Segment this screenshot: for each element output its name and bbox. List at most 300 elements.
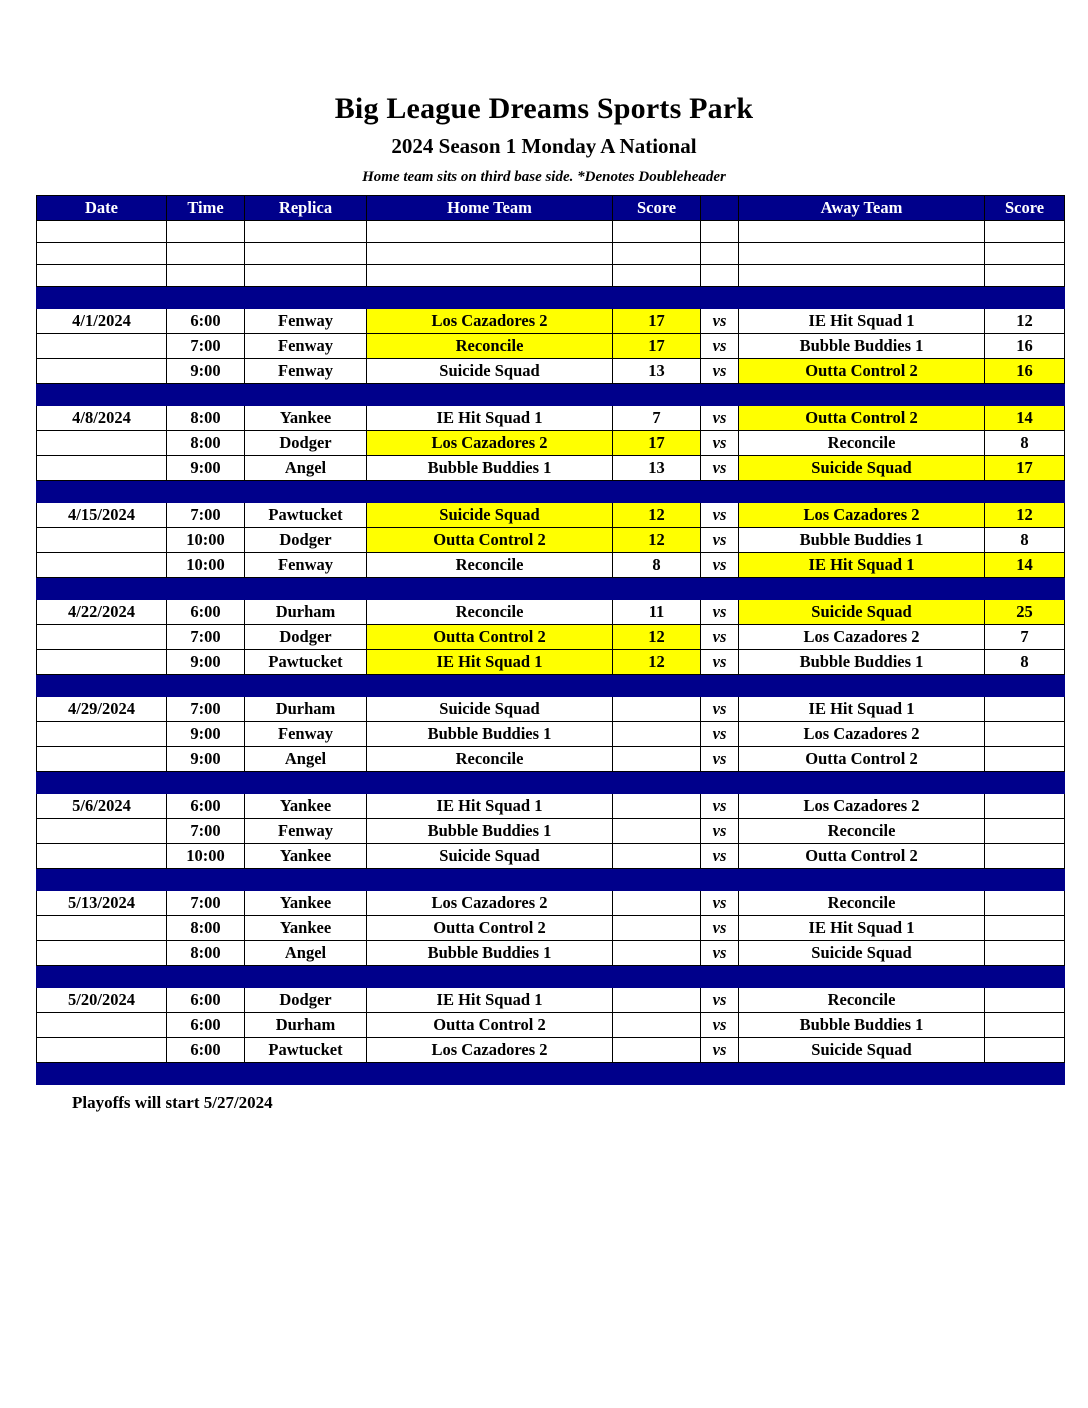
spacer-cell <box>367 220 613 242</box>
cell-away-score <box>985 1037 1065 1062</box>
separator-cell <box>985 480 1065 502</box>
table-row <box>37 843 1065 868</box>
cell-vs: vs <box>701 430 739 455</box>
cell-home-score <box>613 987 701 1012</box>
cell-home-team: Outta Control 2 <box>367 915 613 940</box>
separator-row <box>37 771 1065 793</box>
cell-time: 8:00 <box>167 405 245 430</box>
separator-cell <box>367 577 613 599</box>
cell-replica: Dodger <box>245 624 367 649</box>
cell-home-team: Bubble Buddies 1 <box>367 721 613 746</box>
separator-row <box>37 577 1065 599</box>
cell-date: 4/22/2024 <box>37 599 167 624</box>
separator-cell <box>37 577 167 599</box>
separator-cell <box>701 771 739 793</box>
cell-home-team: Reconcile <box>367 552 613 577</box>
cell-away-score: 8 <box>985 649 1065 674</box>
cell-home-team: Outta Control 2 <box>367 624 613 649</box>
cell-home-score: 8 <box>613 552 701 577</box>
table-row <box>37 599 1065 624</box>
separator-cell <box>367 868 613 890</box>
table-row <box>37 552 1065 577</box>
cell-away-score: 14 <box>985 405 1065 430</box>
cell-replica: Fenway <box>245 333 367 358</box>
cell-date <box>37 455 167 480</box>
cell-replica: Pawtucket <box>245 1037 367 1062</box>
cell-time: 6:00 <box>167 1012 245 1037</box>
cell-home-score <box>613 721 701 746</box>
cell-away-team: Bubble Buddies 1 <box>739 649 985 674</box>
cell-away-team: IE Hit Squad 1 <box>739 915 985 940</box>
separator-cell <box>701 1062 739 1084</box>
cell-home-score <box>613 1012 701 1037</box>
table-row <box>37 1037 1065 1062</box>
cell-away-team: Reconcile <box>739 890 985 915</box>
cell-date <box>37 552 167 577</box>
spacer-cell <box>167 264 245 286</box>
cell-home-score: 17 <box>613 308 701 333</box>
separator-cell <box>37 1062 167 1084</box>
table-row <box>37 430 1065 455</box>
spacer-cell <box>245 220 367 242</box>
table-row <box>37 455 1065 480</box>
table-row <box>37 358 1065 383</box>
separator-cell <box>37 771 167 793</box>
cell-home-team: Bubble Buddies 1 <box>367 940 613 965</box>
cell-vs: vs <box>701 987 739 1012</box>
separator-cell <box>739 771 985 793</box>
spacer-cell <box>367 242 613 264</box>
cell-away-score: 8 <box>985 527 1065 552</box>
cell-replica: Durham <box>245 1012 367 1037</box>
separator-cell <box>701 674 739 696</box>
cell-time: 7:00 <box>167 696 245 721</box>
separator-cell <box>985 965 1065 987</box>
cell-away-team: Reconcile <box>739 987 985 1012</box>
column-header-date: Date <box>37 195 167 220</box>
cell-vs: vs <box>701 1012 739 1037</box>
cell-home-team: IE Hit Squad 1 <box>367 649 613 674</box>
cell-date <box>37 940 167 965</box>
page-title: Big League Dreams Sports Park <box>334 92 754 125</box>
cell-vs: vs <box>701 333 739 358</box>
cell-replica: Dodger <box>245 527 367 552</box>
cell-away-team: Bubble Buddies 1 <box>739 527 985 552</box>
separator-cell <box>37 674 167 696</box>
separator-cell <box>985 771 1065 793</box>
table-row <box>37 502 1065 527</box>
cell-home-score: 7 <box>613 405 701 430</box>
cell-time: 9:00 <box>167 649 245 674</box>
cell-home-team: Bubble Buddies 1 <box>367 818 613 843</box>
spacer-cell <box>245 264 367 286</box>
cell-time: 9:00 <box>167 358 245 383</box>
separator-cell <box>985 1062 1065 1084</box>
cell-replica: Fenway <box>245 552 367 577</box>
separator-cell <box>985 577 1065 599</box>
spacer-cell <box>701 264 739 286</box>
cell-home-team: Outta Control 2 <box>367 1012 613 1037</box>
cell-replica: Pawtucket <box>245 649 367 674</box>
cell-home-team: Outta Control 2 <box>367 527 613 552</box>
cell-replica: Angel <box>245 940 367 965</box>
table-row <box>37 793 1065 818</box>
cell-away-score: 16 <box>985 333 1065 358</box>
cell-vs: vs <box>701 721 739 746</box>
cell-vs: vs <box>701 843 739 868</box>
cell-home-score <box>613 746 701 771</box>
cell-away-score: 16 <box>985 358 1065 383</box>
cell-vs: vs <box>701 940 739 965</box>
cell-vs: vs <box>701 915 739 940</box>
separator-cell <box>245 1062 367 1084</box>
table-row <box>37 696 1065 721</box>
cell-home-score: 17 <box>613 333 701 358</box>
spacer-row <box>37 220 1065 242</box>
cell-vs: vs <box>701 649 739 674</box>
cell-away-score <box>985 696 1065 721</box>
separator-cell <box>739 383 985 405</box>
separator-cell <box>739 286 985 308</box>
cell-vs: vs <box>701 358 739 383</box>
cell-home-score: 11 <box>613 599 701 624</box>
separator-cell <box>613 1062 701 1084</box>
cell-time: 8:00 <box>167 940 245 965</box>
separator-cell <box>613 577 701 599</box>
spacer-cell <box>985 242 1065 264</box>
table-body <box>37 220 1065 1084</box>
cell-home-team: Bubble Buddies 1 <box>367 455 613 480</box>
table-row <box>37 818 1065 843</box>
cell-replica: Fenway <box>245 308 367 333</box>
table-row <box>37 987 1065 1012</box>
cell-away-score <box>985 843 1065 868</box>
cell-home-score: 12 <box>613 527 701 552</box>
table-row <box>37 649 1065 674</box>
cell-home-team: IE Hit Squad 1 <box>367 405 613 430</box>
cell-away-team: Los Cazadores 2 <box>739 721 985 746</box>
cell-time: 6:00 <box>167 987 245 1012</box>
cell-replica: Angel <box>245 746 367 771</box>
separator-cell <box>739 868 985 890</box>
cell-time: 7:00 <box>167 502 245 527</box>
separator-cell <box>245 383 367 405</box>
cell-vs: vs <box>701 502 739 527</box>
separator-cell <box>167 771 245 793</box>
separator-cell <box>739 577 985 599</box>
cell-home-team: Reconcile <box>367 746 613 771</box>
table-row <box>37 333 1065 358</box>
cell-date: 4/29/2024 <box>37 696 167 721</box>
separator-cell <box>985 868 1065 890</box>
cell-time: 10:00 <box>167 527 245 552</box>
cell-replica: Durham <box>245 696 367 721</box>
cell-home-score <box>613 940 701 965</box>
spacer-cell <box>985 264 1065 286</box>
cell-date: 5/6/2024 <box>37 793 167 818</box>
cell-vs: vs <box>701 1037 739 1062</box>
separator-cell <box>367 771 613 793</box>
schedule-table <box>36 195 1065 1085</box>
cell-date: 5/20/2024 <box>37 987 167 1012</box>
cell-date <box>37 649 167 674</box>
separator-cell <box>367 965 613 987</box>
spacer-cell <box>701 220 739 242</box>
table-row <box>37 405 1065 430</box>
cell-away-score: 12 <box>985 308 1065 333</box>
cell-replica: Dodger <box>245 987 367 1012</box>
cell-replica: Durham <box>245 599 367 624</box>
cell-time: 7:00 <box>167 818 245 843</box>
separator-row <box>37 383 1065 405</box>
cell-vs: vs <box>701 455 739 480</box>
separator-cell <box>613 965 701 987</box>
separator-cell <box>701 480 739 502</box>
cell-time: 8:00 <box>167 430 245 455</box>
spacer-cell <box>367 264 613 286</box>
separator-cell <box>167 383 245 405</box>
cell-time: 10:00 <box>167 552 245 577</box>
cell-home-team: Suicide Squad <box>367 696 613 721</box>
cell-home-score: 17 <box>613 430 701 455</box>
cell-home-score <box>613 793 701 818</box>
separator-cell <box>245 868 367 890</box>
cell-date: 4/1/2024 <box>37 308 167 333</box>
cell-vs: vs <box>701 746 739 771</box>
cell-home-score: 12 <box>613 649 701 674</box>
cell-time: 7:00 <box>167 890 245 915</box>
separator-cell <box>37 965 167 987</box>
cell-home-score <box>613 915 701 940</box>
cell-vs: vs <box>701 793 739 818</box>
spacer-cell <box>37 220 167 242</box>
separator-cell <box>613 674 701 696</box>
separator-cell <box>701 965 739 987</box>
cell-vs: vs <box>701 624 739 649</box>
cell-away-team: Outta Control 2 <box>739 358 985 383</box>
cell-home-team: Los Cazadores 2 <box>367 890 613 915</box>
cell-home-team: Suicide Squad <box>367 502 613 527</box>
cell-time: 7:00 <box>167 333 245 358</box>
cell-date <box>37 721 167 746</box>
spacer-cell <box>613 242 701 264</box>
cell-home-score: 13 <box>613 455 701 480</box>
cell-away-team: Reconcile <box>739 430 985 455</box>
cell-away-team: IE Hit Squad 1 <box>739 552 985 577</box>
separator-cell <box>613 771 701 793</box>
cell-home-score: 12 <box>613 502 701 527</box>
cell-away-score: 25 <box>985 599 1065 624</box>
separator-cell <box>701 868 739 890</box>
cell-time: 6:00 <box>167 1037 245 1062</box>
cell-away-team: Bubble Buddies 1 <box>739 1012 985 1037</box>
cell-replica: Yankee <box>245 793 367 818</box>
cell-away-score <box>985 915 1065 940</box>
separator-cell <box>37 383 167 405</box>
cell-away-team: Los Cazadores 2 <box>739 793 985 818</box>
cell-date <box>37 333 167 358</box>
separator-cell <box>985 674 1065 696</box>
spacer-cell <box>985 220 1065 242</box>
cell-away-score <box>985 793 1065 818</box>
column-header-home-score: Score <box>613 195 701 220</box>
cell-away-score: 8 <box>985 430 1065 455</box>
cell-time: 10:00 <box>167 843 245 868</box>
separator-cell <box>245 771 367 793</box>
cell-away-team: Reconcile <box>739 818 985 843</box>
separator-row <box>37 480 1065 502</box>
spacer-cell <box>167 242 245 264</box>
separator-cell <box>167 480 245 502</box>
cell-away-score: 7 <box>985 624 1065 649</box>
cell-vs: vs <box>701 527 739 552</box>
cell-date: 4/15/2024 <box>37 502 167 527</box>
cell-replica: Yankee <box>245 915 367 940</box>
separator-cell <box>701 286 739 308</box>
cell-away-team: Suicide Squad <box>739 940 985 965</box>
separator-cell <box>739 480 985 502</box>
separator-cell <box>367 286 613 308</box>
separator-cell <box>37 868 167 890</box>
cell-vs: vs <box>701 552 739 577</box>
column-header-vs <box>701 195 739 220</box>
cell-home-team: IE Hit Squad 1 <box>367 793 613 818</box>
cell-away-score <box>985 746 1065 771</box>
cell-away-team: Suicide Squad <box>739 455 985 480</box>
cell-away-score <box>985 890 1065 915</box>
cell-away-score: 12 <box>985 502 1065 527</box>
separator-cell <box>167 965 245 987</box>
cell-replica: Yankee <box>245 843 367 868</box>
spacer-cell <box>613 264 701 286</box>
separator-row <box>37 868 1065 890</box>
separator-row <box>37 965 1065 987</box>
separator-cell <box>613 383 701 405</box>
column-header-time: Time <box>167 195 245 220</box>
cell-time: 9:00 <box>167 746 245 771</box>
cell-date <box>37 527 167 552</box>
cell-away-team: Los Cazadores 2 <box>739 624 985 649</box>
cell-away-score <box>985 940 1065 965</box>
cell-home-team: Los Cazadores 2 <box>367 430 613 455</box>
cell-away-team: IE Hit Squad 1 <box>739 308 985 333</box>
cell-replica: Yankee <box>245 890 367 915</box>
cell-date <box>37 1012 167 1037</box>
column-header-away-team: Away Team <box>739 195 985 220</box>
cell-replica: Fenway <box>245 358 367 383</box>
cell-home-team: Suicide Squad <box>367 843 613 868</box>
cell-date <box>37 746 167 771</box>
cell-away-team: Outta Control 2 <box>739 405 985 430</box>
spacer-cell <box>37 242 167 264</box>
separator-cell <box>245 674 367 696</box>
cell-home-score <box>613 818 701 843</box>
cell-away-score <box>985 818 1065 843</box>
table-row <box>37 890 1065 915</box>
cell-time: 9:00 <box>167 721 245 746</box>
cell-replica: Pawtucket <box>245 502 367 527</box>
spacer-cell <box>701 242 739 264</box>
table-row <box>37 624 1065 649</box>
table-header-row <box>37 195 1065 220</box>
table-row <box>37 308 1065 333</box>
separator-cell <box>367 480 613 502</box>
cell-time: 7:00 <box>167 624 245 649</box>
separator-cell <box>167 1062 245 1084</box>
separator-cell <box>367 1062 613 1084</box>
cell-vs: vs <box>701 818 739 843</box>
cell-time: 6:00 <box>167 793 245 818</box>
cell-vs: vs <box>701 696 739 721</box>
table-row <box>37 940 1065 965</box>
spacer-row <box>37 242 1065 264</box>
separator-row <box>37 286 1065 308</box>
cell-date <box>37 818 167 843</box>
separator-cell <box>167 577 245 599</box>
separator-cell <box>37 286 167 308</box>
column-header-replica: Replica <box>245 195 367 220</box>
spacer-cell <box>245 242 367 264</box>
separator-cell <box>167 674 245 696</box>
cell-away-team: Outta Control 2 <box>739 746 985 771</box>
cell-home-team: Reconcile <box>367 599 613 624</box>
separator-cell <box>701 577 739 599</box>
cell-home-score: 13 <box>613 358 701 383</box>
table-row <box>37 527 1065 552</box>
cell-date <box>37 430 167 455</box>
spacer-cell <box>739 242 985 264</box>
separator-cell <box>367 674 613 696</box>
cell-home-team: Reconcile <box>367 333 613 358</box>
separator-cell <box>167 868 245 890</box>
cell-date <box>37 624 167 649</box>
separator-cell <box>167 286 245 308</box>
cell-date: 4/8/2024 <box>37 405 167 430</box>
cell-home-team: Los Cazadores 2 <box>367 1037 613 1062</box>
spacer-cell <box>37 264 167 286</box>
cell-away-score: 14 <box>985 552 1065 577</box>
playoffs-note: Playoffs will start 5/27/2024 <box>72 1092 273 1112</box>
cell-away-score <box>985 721 1065 746</box>
cell-home-score: 12 <box>613 624 701 649</box>
column-header-home-team: Home Team <box>367 195 613 220</box>
separator-cell <box>37 480 167 502</box>
separator-cell <box>613 480 701 502</box>
cell-vs: vs <box>701 405 739 430</box>
cell-time: 8:00 <box>167 915 245 940</box>
cell-home-score <box>613 890 701 915</box>
cell-date <box>37 915 167 940</box>
separator-cell <box>613 286 701 308</box>
spacer-row <box>37 264 1065 286</box>
cell-home-team: Suicide Squad <box>367 358 613 383</box>
column-header-away-score: Score <box>985 195 1065 220</box>
cell-replica: Fenway <box>245 721 367 746</box>
cell-vs: vs <box>701 890 739 915</box>
cell-replica: Angel <box>245 455 367 480</box>
cell-away-score <box>985 987 1065 1012</box>
cell-home-score <box>613 843 701 868</box>
separator-cell <box>245 965 367 987</box>
cell-home-team: Los Cazadores 2 <box>367 308 613 333</box>
separator-cell <box>701 383 739 405</box>
separator-cell <box>739 1062 985 1084</box>
page-note: Home team sits on third base side. *Denotes Doubleheader <box>362 168 726 185</box>
separator-cell <box>367 383 613 405</box>
spacer-cell <box>167 220 245 242</box>
table-row <box>37 746 1065 771</box>
cell-away-team: Bubble Buddies 1 <box>739 333 985 358</box>
